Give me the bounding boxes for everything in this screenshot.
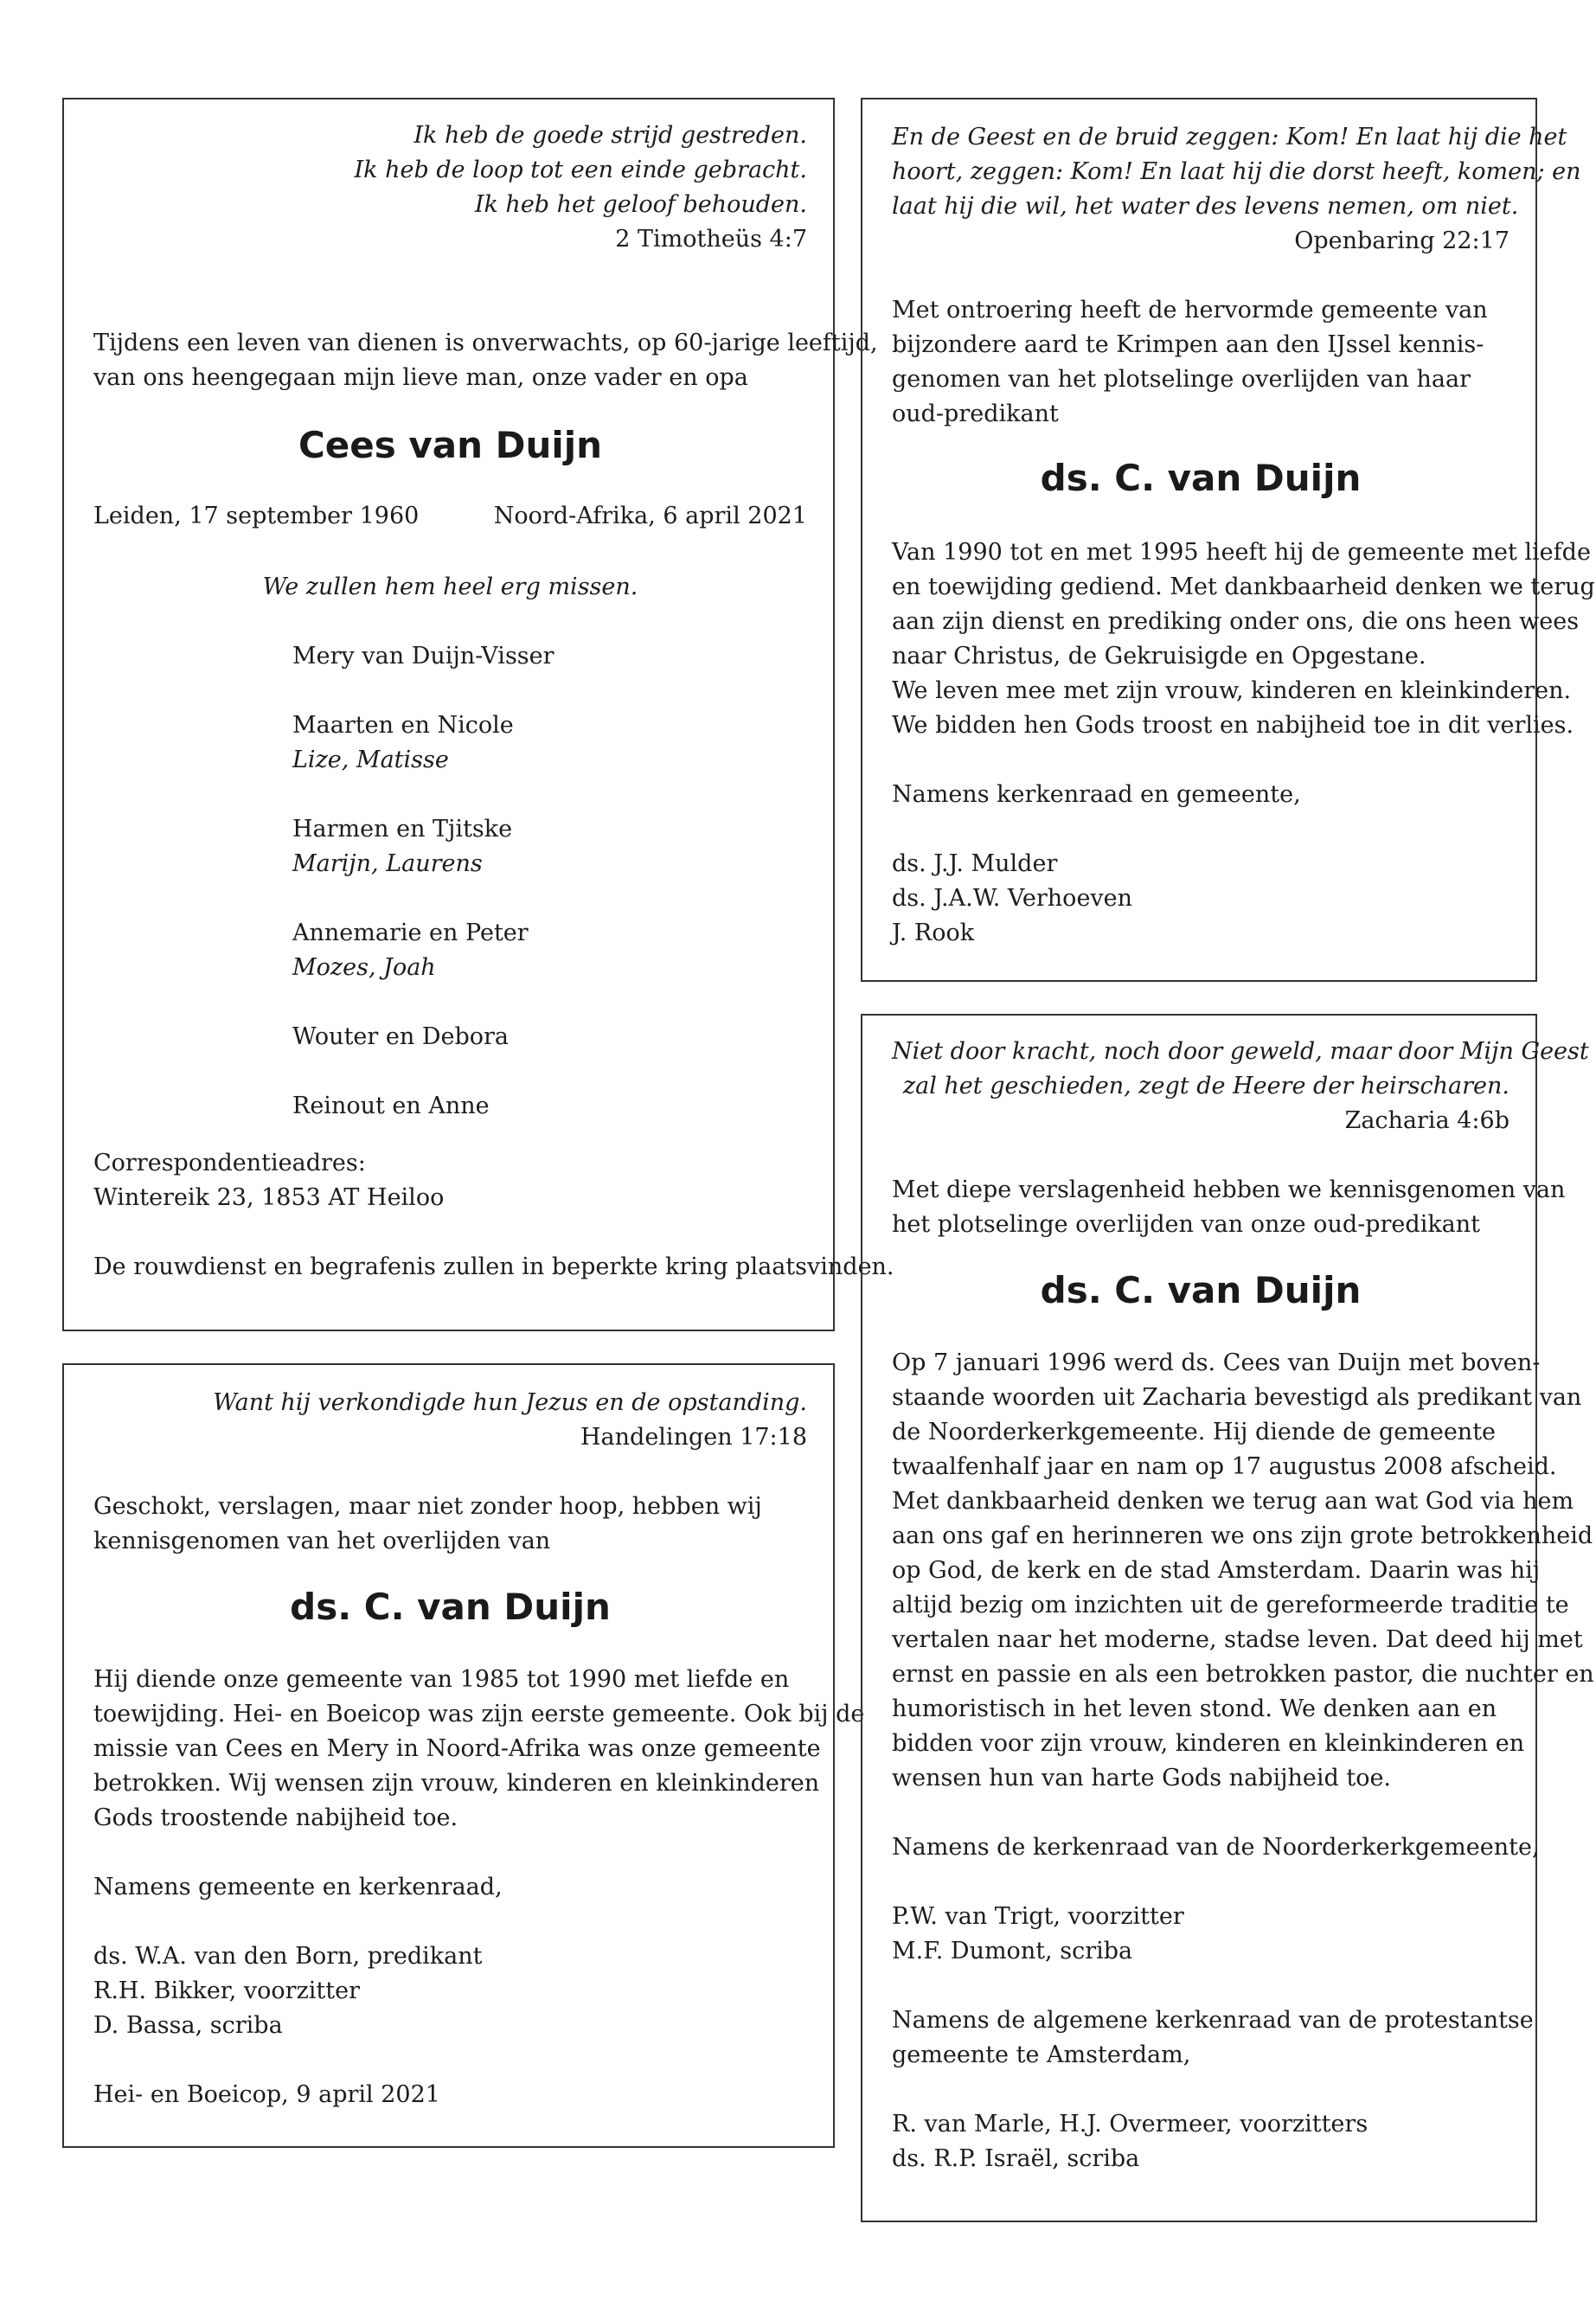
verse-reference: 2 Timotheüs 4:7 xyxy=(615,226,807,253)
signature-intro: Namens de kerkenraad van de Noorderkerkgemeente, xyxy=(892,1834,1540,1861)
address-label: Correspondentieadres: xyxy=(93,1150,366,1176)
verse-line: Niet door kracht, noch door geweld, maar door Mijn Geest xyxy=(892,1038,1589,1065)
verse-line: En de Geest en de bruid zeggen: Kom! En laat hij die het xyxy=(892,124,1567,151)
grandchildren: Lize, Matisse xyxy=(292,747,449,773)
signer: P.W. van Trigt, voorzitter xyxy=(892,1903,1184,1930)
deceased-name: ds. C. van Duijn xyxy=(1040,1269,1362,1311)
body-line: altijd bezig om inzichten uit de gereformeerde traditie te xyxy=(892,1592,1569,1618)
body-line: We bidden hen Gods troost en nabijheid toe in dit verlies. xyxy=(892,712,1574,739)
intro-line: Geschokt, verslagen, maar niet zonder hoop, hebben wij xyxy=(93,1493,762,1520)
intro-line: kennisgenomen van het overlijden van xyxy=(93,1528,551,1554)
family-notice xyxy=(62,98,894,1331)
address-value: Wintereik 23, 1853 AT Heiloo xyxy=(93,1184,445,1211)
family-member: Wouter en Debora xyxy=(292,1023,510,1050)
verse-line: Want hij verkondigde hun Jezus en de opstanding. xyxy=(213,1389,807,1416)
intro-line: Met ontroering heeft de hervormde gemeente van xyxy=(892,297,1488,324)
body-line: Op 7 januari 1996 werd ds. Cees van Duijn met boven- xyxy=(892,1349,1541,1376)
body-line: op God, de kerk en de stad Amsterdam. Daarin was hij xyxy=(892,1557,1541,1584)
body-line: de Noorderkerkgemeente. Hij diende de gemeente xyxy=(892,1419,1497,1445)
body-line: ernst en passie en als een betrokken pastor, die nuchter en xyxy=(892,1661,1594,1688)
verse-reference: Handelingen 17:18 xyxy=(580,1424,807,1451)
missed-line: We zullen hem heel erg missen. xyxy=(262,574,638,600)
death-place-date: Noord-Afrika, 6 april 2021 xyxy=(493,503,807,529)
family-member: Annemarie en Peter xyxy=(292,920,529,946)
body-line: bidden voor zijn vrouw, kinderen en kleinkinderen en xyxy=(892,1730,1525,1757)
body-line: humoristisch in het leven stond. We denken aan en xyxy=(892,1695,1497,1722)
church-notice-noorderkerk xyxy=(861,1014,1594,2222)
verse-reference: Zacharia 4:6b xyxy=(1344,1107,1509,1134)
body-line: staande woorden uit Zacharia bevestigd als predikant van xyxy=(892,1384,1582,1411)
body-line: Van 1990 tot en met 1995 heeft hij de gemeente met liefde xyxy=(892,539,1591,566)
verse-line: zal het geschieden, zegt de Heere der heirscharen. xyxy=(902,1073,1509,1099)
family-member: Maarten en Nicole xyxy=(292,712,514,739)
grandchildren: Marijn, Laurens xyxy=(292,850,483,877)
intro-line: Tijdens een leven van dienen is onverwachts, op 60-jarige leeftijd, xyxy=(93,330,878,356)
church-notice-hei-en-boeicop xyxy=(62,1363,865,2148)
signer: R. van Marle, H.J. Overmeer, voorzitters xyxy=(892,2111,1368,2138)
body-line: We leven mee met zijn vrouw, kinderen en kleinkinderen. xyxy=(892,677,1572,704)
verse-line: Ik heb het geloof behouden. xyxy=(474,191,807,218)
intro-line: bijzondere aard te Krimpen aan den IJssel kennis- xyxy=(892,331,1484,358)
family-member: Harmen en Tjitske xyxy=(292,816,513,843)
family-member: Reinout en Anne xyxy=(292,1093,490,1119)
body-line: Hij diende onze gemeente van 1985 tot 1990 met liefde en xyxy=(93,1666,790,1693)
body-line: aan zijn dienst en prediking onder ons, die ons heen wees xyxy=(892,608,1580,635)
birth-death-row xyxy=(93,499,807,534)
signature-intro: Namens de algemene kerkenraad van de protestantse xyxy=(892,2007,1534,2034)
body-line: Met dankbaarheid denken we terug aan wat God via hem xyxy=(892,1488,1574,1515)
deceased-name: Cees van Duijn xyxy=(298,424,603,466)
body-line: naar Christus, de Gekruisigde en Opgestane. xyxy=(892,643,1426,670)
deceased-name: ds. C. van Duijn xyxy=(290,1586,611,1628)
intro-line: van ons heengegaan mijn lieve man, onze vader en opa xyxy=(93,364,748,391)
church-notice-krimpen xyxy=(861,98,1595,982)
signer: D. Bassa, scriba xyxy=(93,2012,283,2039)
service-info: De rouwdienst en begrafenis zullen in beperkte kring plaatsvinden. xyxy=(93,1253,894,1280)
body-line: en toewijding gediend. Met dankbaarheid denken we terug xyxy=(892,574,1595,600)
signer: ds. R.P. Israël, scriba xyxy=(892,2145,1140,2172)
body-line: twaalfenhalf jaar en nam op 17 augustus 2008 afscheid. xyxy=(892,1453,1557,1480)
signer: ds. J.J. Mulder xyxy=(892,850,1058,877)
body-line: wensen hun van harte Gods nabijheid toe. xyxy=(892,1765,1392,1791)
signer: R.H. Bikker, voorzitter xyxy=(93,1977,361,2004)
signer: ds. W.A. van den Born, predikant xyxy=(93,1943,483,1970)
grandchildren: Mozes, Joah xyxy=(292,954,436,981)
signer: M.F. Dumont, scriba xyxy=(892,1938,1133,1965)
body-line: toewijding. Hei- en Boeicop was zijn eerste gemeente. Ook bij de xyxy=(93,1701,865,1727)
verse-reference: Openbaring 22:17 xyxy=(1294,228,1509,254)
intro-line: genomen van het plotselinge overlijden van haar xyxy=(892,366,1471,393)
family-member: Mery van Duijn-Visser xyxy=(292,643,554,670)
body-line: betrokken. Wij wensen zijn vrouw, kinderen en kleinkinderen xyxy=(93,1770,820,1797)
body-line: aan ons gaf en herinneren we ons zijn grote betrokkenheid xyxy=(892,1522,1593,1549)
verse-line: laat hij die wil, het water des levens nemen, om niet. xyxy=(892,193,1519,220)
intro-line: oud-predikant xyxy=(892,401,1059,427)
signer: ds. J.A.W. Verhoeven xyxy=(892,885,1133,912)
body-line: vertalen naar het moderne, stadse leven. Dat deed hij met xyxy=(892,1626,1583,1653)
signer: J. Rook xyxy=(892,920,975,946)
verse-line: hoort, zeggen: Kom! En laat hij die dorst heeft, komen; en xyxy=(892,158,1581,185)
body-line: Gods troostende nabijheid toe. xyxy=(93,1804,458,1831)
place-date: Hei- en Boeicop, 9 april 2021 xyxy=(93,2081,440,2108)
deceased-name: ds. C. van Duijn xyxy=(1040,457,1362,499)
signature-intro: gemeente te Amsterdam, xyxy=(892,2041,1191,2068)
intro-line: het plotselinge overlijden van onze oud-predikant xyxy=(892,1211,1481,1238)
verse-line: Ik heb de loop tot een einde gebracht. xyxy=(354,157,807,183)
body-line: missie van Cees en Mery in Noord-Afrika was onze gemeente xyxy=(93,1735,821,1762)
intro-line: Met diepe verslagenheid hebben we kennisgenomen van xyxy=(892,1176,1566,1203)
signature-intro: Namens kerkenraad en gemeente, xyxy=(892,781,1301,808)
signature-intro: Namens gemeente en kerkenraad, xyxy=(93,1874,503,1900)
verse-line: Ik heb de goede strijd gestreden. xyxy=(413,122,807,149)
birth-place-date: Leiden, 17 september 1960 xyxy=(93,503,420,529)
